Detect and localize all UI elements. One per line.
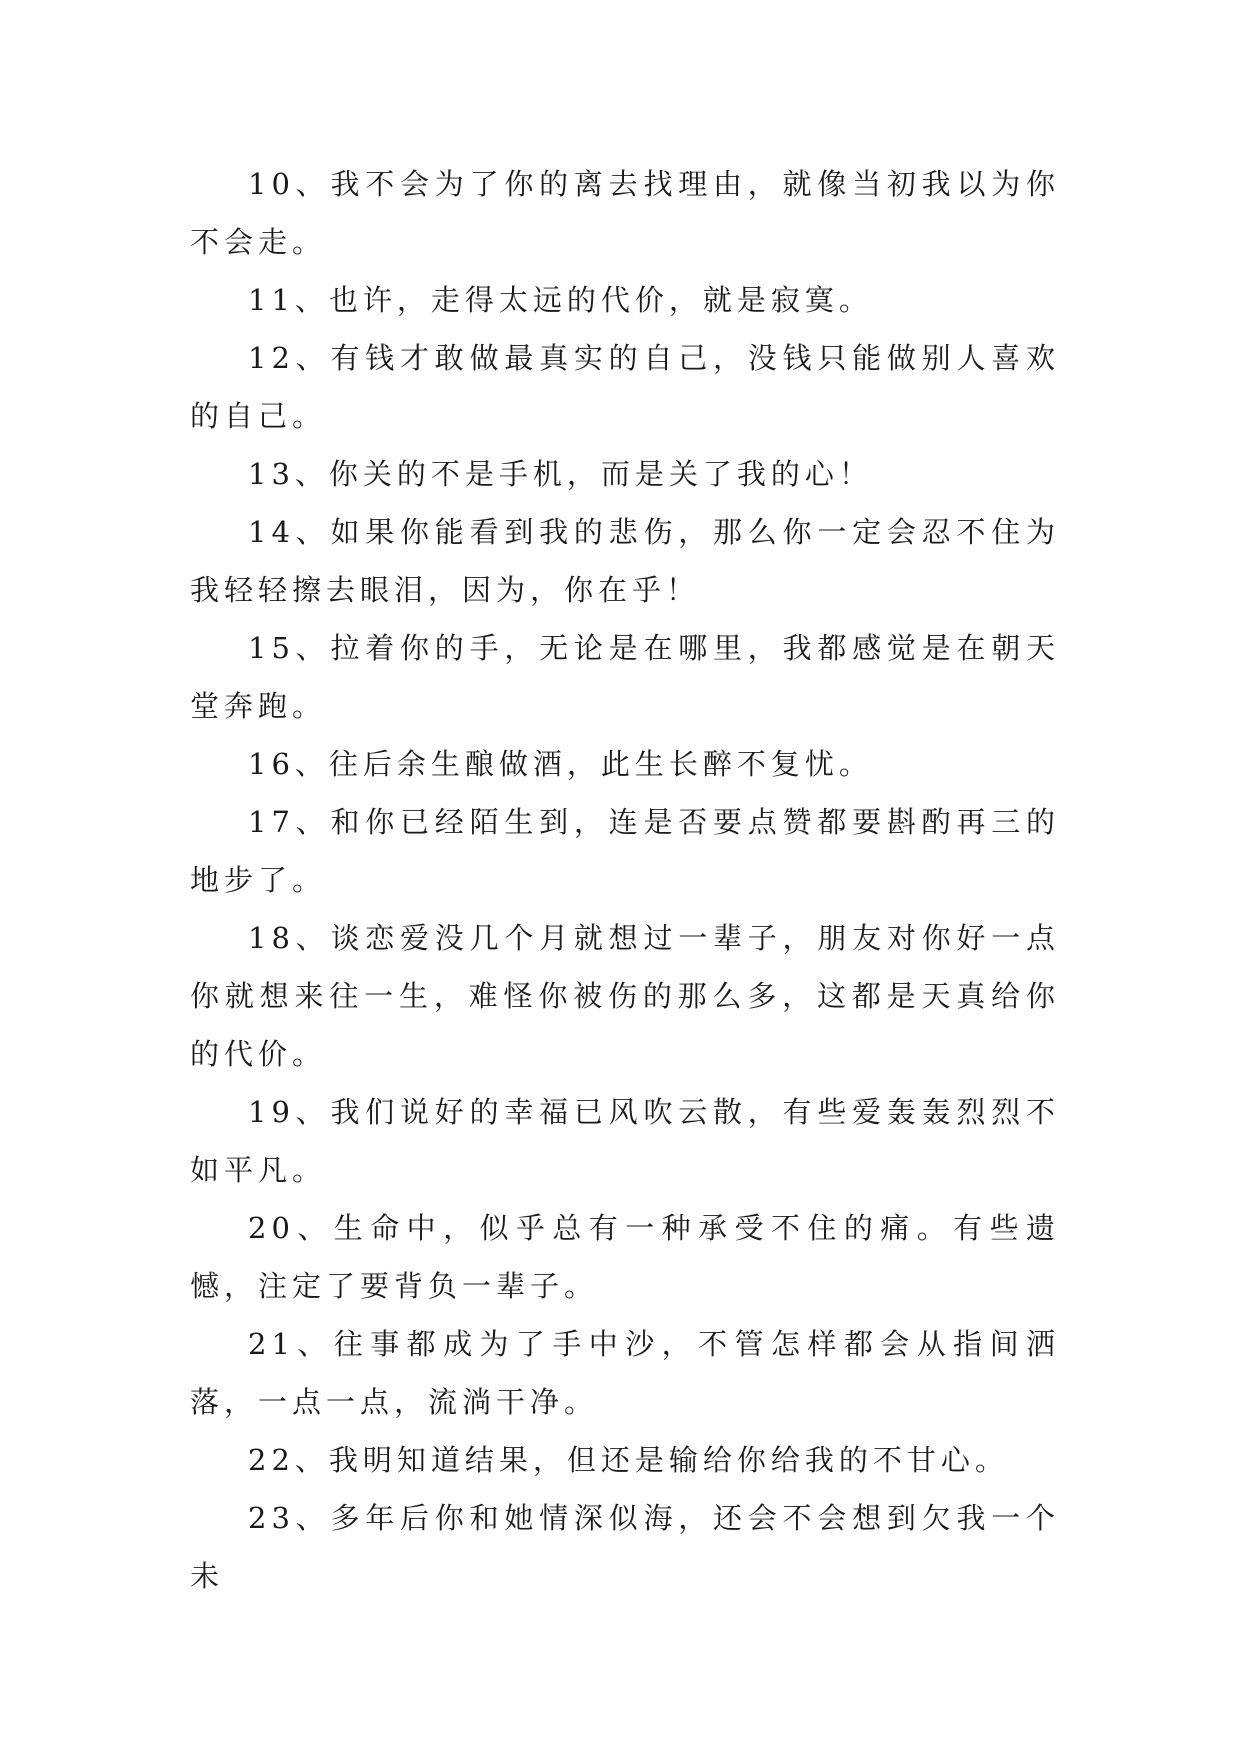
paragraph-16: 16、往后余生酿做酒，此生长醉不复忧。: [248, 747, 873, 781]
document-body: [190, 155, 1060, 1605]
paragraph-19: 19、我们说好的幸福已风吹云散，有些爱轰轰烈烈不如平凡。: [190, 1095, 1060, 1187]
paragraph-12: 12、有钱才敢做最真实的自己，没钱只能做别人喜欢的自己。: [190, 341, 1060, 433]
paragraph-17: 17、和你已经陌生到，连是否要点赞都要斟酌再三的地步了。: [190, 805, 1060, 897]
paragraph-22: 22、我明知道结果，但还是输给你给我的不甘心。: [248, 1443, 1009, 1477]
paragraph-18: 18、谈恋爱没几个月就想过一辈子，朋友对你好一点你就想来往一生，难怪你被伤的那么多，这都是天真给你的代价。: [190, 921, 1060, 1071]
paragraph-14: 14、如果你能看到我的悲伤，那么你一定会忍不住为我轻轻擦去眼泪，因为，你在乎！: [190, 515, 1060, 607]
paragraph-13: 13、你关的不是手机，而是关了我的心！: [248, 457, 873, 491]
paragraph-20: 20、生命中，似乎总有一种承受不住的痛。有些遗憾，注定了要背负一辈子。: [190, 1211, 1060, 1303]
paragraph-23: 23、多年后你和她情深似海，还会不会想到欠我一个未: [190, 1501, 1060, 1593]
paragraph-21: 21、往事都成为了手中沙，不管怎样都会从指间洒落，一点一点，流淌干净。: [190, 1327, 1060, 1419]
paragraph-11: 11、也许，走得太远的代价，就是寂寞。: [248, 283, 873, 317]
paragraph-15: 15、拉着你的手，无论是在哪里，我都感觉是在朝天堂奔跑。: [190, 631, 1060, 723]
paragraph-10: 10、我不会为了你的离去找理由，就像当初我以为你不会走。: [190, 167, 1060, 259]
